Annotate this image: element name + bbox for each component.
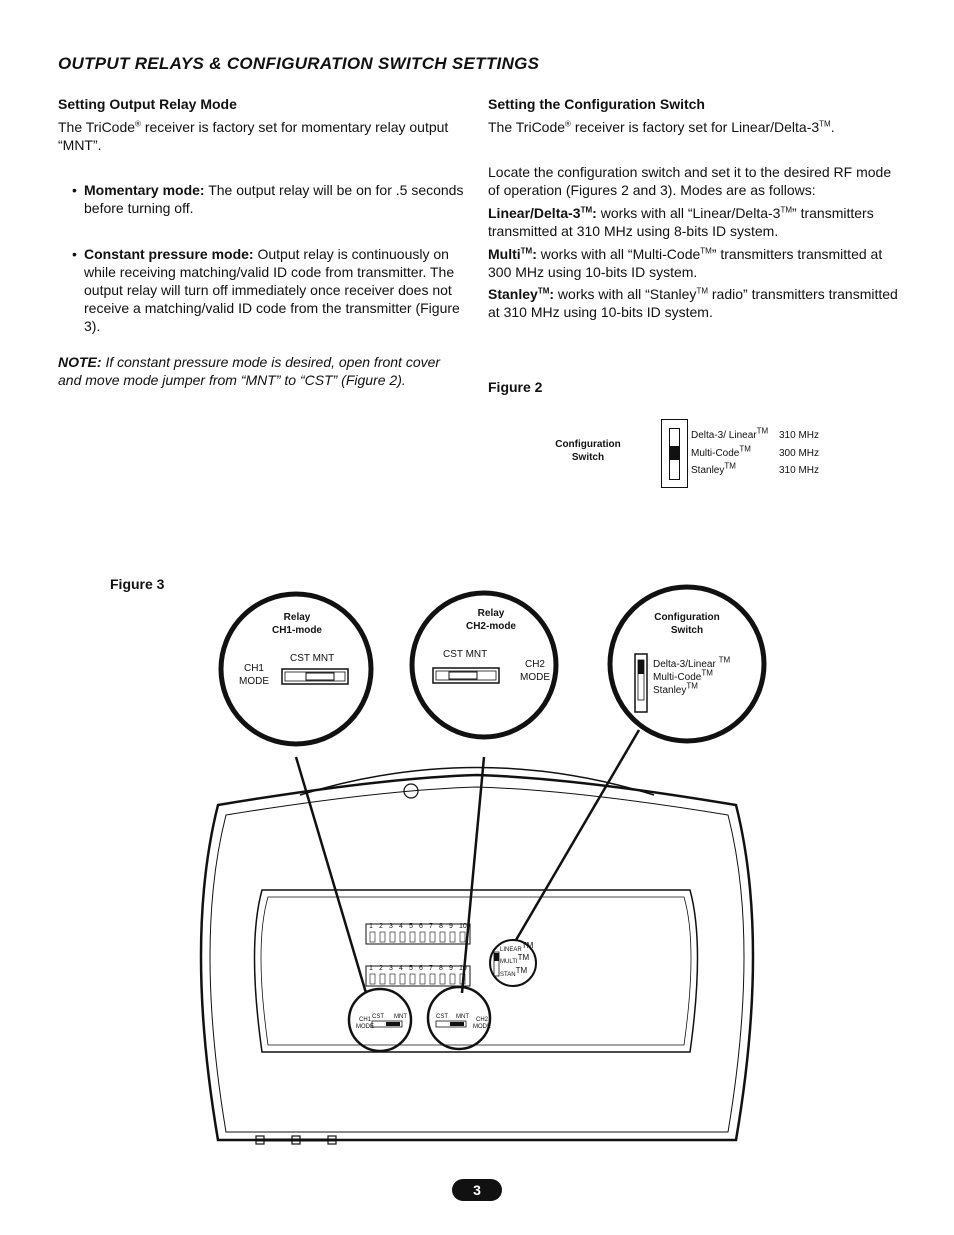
section-heading-config-switch: Setting the Configuration Switch <box>488 96 705 112</box>
dip-number: 6 <box>419 923 423 930</box>
ch1-jumper-knob <box>306 673 334 680</box>
board-ch2-jumper-knob <box>450 1022 464 1026</box>
board-ch1-label: CH1 MODE <box>356 1017 374 1030</box>
dip-lever <box>430 974 435 984</box>
dip-number: 7 <box>429 923 433 930</box>
relay1-cst-mnt: CST MNT <box>290 653 335 664</box>
config-callout-title: Configuration Switch <box>654 612 720 636</box>
relay2-cst-mnt: CST MNT <box>443 649 488 660</box>
relay-intro: The TriCode® receiver is factory set for momentary relay output “MNT”. <box>58 119 449 153</box>
dip-lever <box>450 974 455 984</box>
mode-linear: Linear/Delta-3™: works with all “Linear/Delta-3™” transmitters transmitted at 310 MHz using 8-bits ID system. <box>488 205 874 239</box>
figure2-row-freq: 310 MHz <box>779 465 820 476</box>
dip-lever <box>460 932 465 942</box>
dip-number: 4 <box>399 965 403 972</box>
figure2-row-freq: 300 MHz <box>779 448 820 459</box>
dip-number: 4 <box>399 923 403 930</box>
dip-lever <box>420 932 425 942</box>
bullet-momentary: Momentary mode: The output relay will be on for .5 seconds before turning off. <box>84 182 464 216</box>
dip-number: 9 <box>449 965 453 972</box>
dip-number: 1 <box>369 923 373 930</box>
mode-multi: Multi™: works with all “Multi-Code™” transmitters transmitted at 300 MHz using 10-bits ID system. <box>488 246 883 280</box>
note-paragraph: NOTE: If constant pressure mode is desired, open front cover and move mode jumper from “MNT” to “CST” (Figure 2). <box>58 354 441 388</box>
relay1-title: Relay CH1-mode <box>271 612 322 636</box>
figure2-row-freq: 310 MHz <box>779 430 820 441</box>
config-callout-options: Delta-3/Linear ™ Multi-Code™ Stanley™ <box>653 655 731 696</box>
callout-line-ch1 <box>296 757 366 993</box>
board-label-stan: STAN™ <box>500 966 528 978</box>
dip-lever <box>410 974 415 984</box>
board-ch2-mnt: MNT <box>456 1014 469 1020</box>
mode-stanley: Stanley™: works with all “Stanley™ radio” transmitters transmitted at 310 MHz using 10-bits ID system. <box>488 286 898 320</box>
dip-number: 3 <box>389 923 393 930</box>
board-ch2-cst: CST <box>436 1014 448 1020</box>
dip-number: 8 <box>439 923 443 930</box>
dip-lever <box>450 932 455 942</box>
figure2-switch-title: Configuration Switch <box>555 439 621 463</box>
page-number: 3 <box>452 1179 502 1201</box>
dip-number: 5 <box>409 965 413 972</box>
dip-number: 1 <box>369 965 373 972</box>
board-ch1-cst: CST <box>372 1014 384 1020</box>
config-switch-knob <box>638 660 644 674</box>
dip-number: 7 <box>429 965 433 972</box>
callout-line-config <box>516 730 639 940</box>
dip-number: 10 <box>459 965 467 972</box>
board-ch1-mnt: MNT <box>394 1014 407 1020</box>
relay1-ch-label: CH1 MODE <box>239 663 269 687</box>
figure2-row-name: Multi-Code™ <box>691 444 751 459</box>
dip-number: 10 <box>459 923 467 930</box>
board-config-knob <box>494 953 499 961</box>
page-title: OUTPUT RELAYS & CONFIGURATION SWITCH SETTINGS <box>58 54 540 73</box>
board-ch2-label: CH2 MODE <box>473 1017 491 1030</box>
bullet-constant: Constant pressure mode: Output relay is continuously on while receiving matching/valid ID code from transmitter. The output relay will turn off immediately once receiver does not receive a matching/valid ID code from the transmitter (Figure 3). <box>84 246 460 334</box>
dip-lever <box>400 974 405 984</box>
dip-number: 9 <box>449 923 453 930</box>
figure3-label: Figure 3 <box>110 576 165 592</box>
figure2-label: Figure 2 <box>488 379 543 395</box>
dip-lever <box>390 974 395 984</box>
section-heading-relay-mode: Setting Output Relay Mode <box>58 96 237 112</box>
dip-lever <box>440 974 445 984</box>
dip-number: 8 <box>439 965 443 972</box>
dip-lever <box>440 932 445 942</box>
callout-line-ch2 <box>462 757 484 993</box>
bullet-dot: • <box>72 246 77 262</box>
relay2-title: Relay CH2-mode <box>465 608 516 632</box>
relay2-ch-label: CH2 MODE <box>520 659 550 683</box>
dip-number: 3 <box>389 965 393 972</box>
config-intro: The TriCode® receiver is factory set for Linear/Delta-3™. <box>488 119 835 135</box>
dip-number: 2 <box>379 923 383 930</box>
config-locate: Locate the configuration switch and set it to the desired RF mode of operation (Figures 2 and 3). Modes are as follows: <box>488 164 892 198</box>
board-label-multi: MULTI™ <box>500 953 530 965</box>
dip-switch-levers <box>370 932 465 984</box>
board-ch1-jumper-knob <box>386 1022 400 1026</box>
dip-lever <box>430 932 435 942</box>
board-label-linear: LINEAR™ <box>500 941 534 953</box>
dip-lever <box>370 974 375 984</box>
figure2-row-name: Stanley™ <box>691 461 736 476</box>
dip-number: 2 <box>379 965 383 972</box>
dip-number: 6 <box>419 965 423 972</box>
dip-lever <box>370 932 375 942</box>
dip-lever <box>400 932 405 942</box>
bullet-dot: • <box>72 182 77 198</box>
dip-lever <box>410 932 415 942</box>
dip-lever <box>420 974 425 984</box>
figure2-row-name: Delta-3/ Linear™ <box>691 426 769 441</box>
dip-lever <box>380 932 385 942</box>
housing-top-arc <box>300 768 654 796</box>
dip-lever <box>380 974 385 984</box>
dip-number: 5 <box>409 923 413 930</box>
dip-lever <box>390 932 395 942</box>
ch2-jumper-knob <box>449 672 477 679</box>
